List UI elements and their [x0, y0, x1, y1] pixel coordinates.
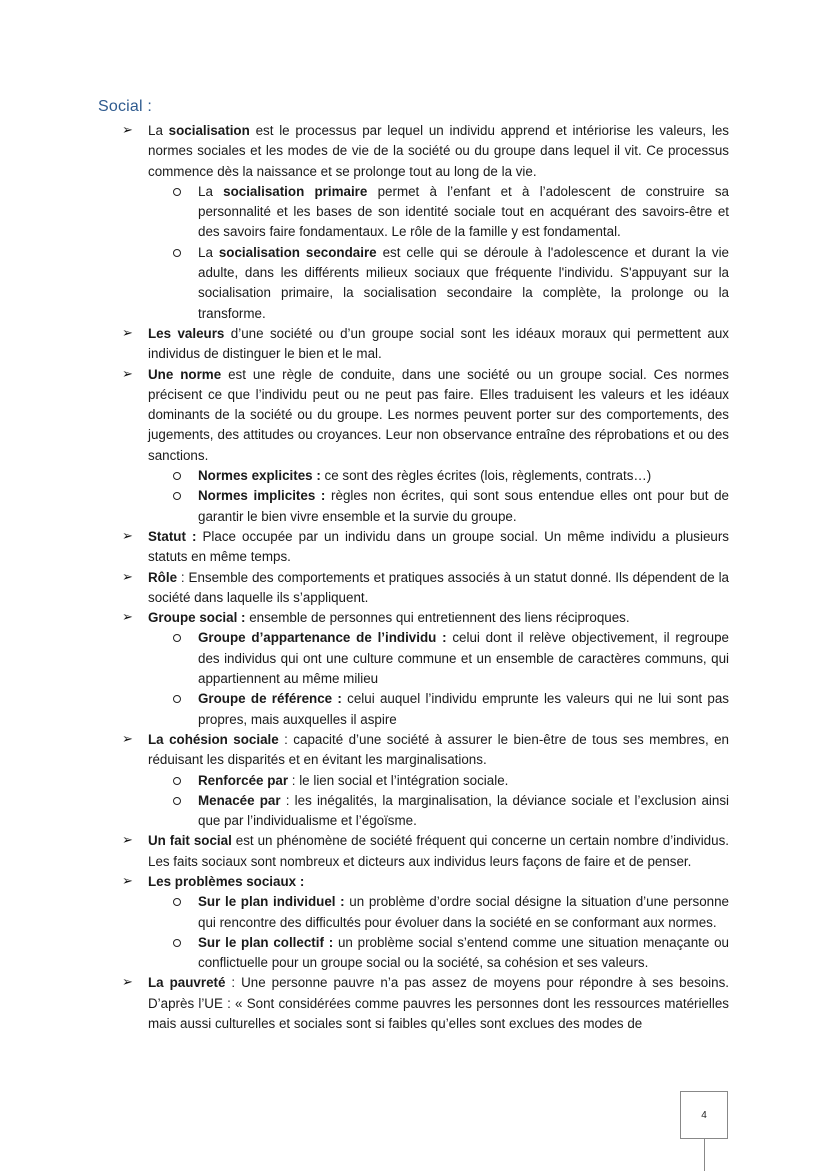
bold-term: socialisation secondaire: [218, 244, 377, 260]
item-text: Place occupée par un individu dans un groupe social. Un même individu a plusieurs statuts en même temps.: [148, 528, 729, 565]
item-text: : Une personne pauvre n’a pas assez de moyens pour répondre à ses besoins. D’après l’UE : « Sont considérées comme pauvres les personnes dont les ressources matérielles mais aussi culturelles et sociales sont si faibles qu’elles sont exclues des modes de: [148, 975, 730, 1032]
item-text: est le processus par lequel un individu apprend et intériorise les valeurs, les normes sociales et les modes de vie de la société ou du groupe dans lequel il vit. Ce processus commence dès la naissance et se prolonge tout au long de la vie.: [148, 123, 729, 179]
list-item: [122, 324, 729, 365]
bold-term: Sur le plan collectif :: [198, 934, 334, 950]
item-text: : les inégalités, la marginalisation, la déviance sociale et l’exclusion ainsi que par l’individualisme et l’égoïsme.: [198, 792, 729, 829]
item-text: est une règle de conduite, dans une société ou un groupe social. Ces normes précisent ce que l’individu peut ou ne peut pas faire. Elles traduisent les valeurs et les idéaux dominants de la société ou du groupe. Les normes peuvent porter sur des comportements, des jugements, des attitudes ou croyances. Leur non observance entraîne des réprobations et ou des sanctions.: [148, 366, 729, 463]
sub-list-item: [198, 689, 729, 730]
bold-term: Normes implicites :: [198, 488, 326, 504]
circle-bullet-icon: [173, 249, 181, 257]
list-item: [122, 831, 729, 872]
item-text: celui dont il relève objectivement, il regroupe des individus qui ont une culture commune et un ensemble de caractères communs, qui appartiennent au même milieu: [198, 630, 729, 687]
bold-term: Statut :: [148, 528, 197, 544]
arrow-bullet-icon: ➢: [122, 325, 133, 341]
arrow-bullet-icon: ➢: [122, 873, 133, 889]
bold-term: Rôle: [148, 569, 178, 585]
sub-list-item: [198, 791, 729, 832]
circle-bullet-icon: [173, 492, 181, 500]
circle-bullet-icon: [173, 777, 181, 785]
item-text: est celle qui se déroule à l'adolescence et durant la vie adulte, dans les différents milieux sociaux que fréquente l'individu. S'appuyant sur la socialisation primaire, la socialisation secondaire la complète, la prolonge ou la transforme.: [198, 244, 729, 321]
bold-term: Menacée par: [198, 792, 281, 808]
item-text: La: [198, 183, 224, 199]
bold-term: La pauvreté: [148, 975, 226, 991]
item-text: : Ensemble des comportements et pratiques associés à un statut donné. Ils dépendent de la société dans laquelle ils s’appliquent.: [148, 569, 729, 605]
circle-bullet-icon: [173, 634, 181, 642]
bold-term: Normes explicites :: [198, 468, 321, 484]
bullet-list: [0, 121, 828, 1034]
item-text: celui auquel l’individu emprunte les valeurs qui ne lui sont pas propres, mais auxquelles il aspire: [198, 691, 729, 727]
circle-bullet-icon: [173, 472, 181, 480]
list-item: [122, 121, 729, 182]
item-text: est un phénomène de société fréquent qui concerne un certain nombre d’individus. Les faits sociaux sont nombreux et dicteurs aux individus leurs façons de faire et de penser.: [148, 833, 729, 869]
circle-bullet-icon: [173, 898, 181, 906]
circle-bullet-icon: [173, 939, 181, 947]
bold-term: La cohésion sociale: [148, 731, 279, 747]
list-item: [122, 608, 729, 628]
item-text: règles non écrites, qui sont sous entendue elles ont pour but de garantir le bien vivre ensemble et la survie du groupe.: [198, 488, 730, 524]
circle-bullet-icon: [173, 797, 181, 805]
sub-list-item: [198, 933, 729, 974]
arrow-bullet-icon: ➢: [122, 366, 133, 382]
circle-bullet-icon: [173, 695, 181, 703]
bold-term: Groupe social :: [148, 610, 246, 626]
bold-term: Groupe d’appartenance de l’individu :: [198, 630, 447, 646]
list-item: [122, 365, 729, 466]
bold-term: Renforcée par: [198, 772, 289, 788]
bold-term: socialisation primaire: [223, 183, 368, 199]
arrow-bullet-icon: ➢: [122, 528, 133, 544]
sub-list-item: [198, 771, 729, 791]
arrow-bullet-icon: ➢: [122, 833, 133, 849]
page-number: 4: [680, 1091, 728, 1139]
item-text: un problème social s’entend comme une situation menaçante ou conflictuelle pour un groupe social ou la société, sa cohésion et ses valeurs.: [198, 934, 730, 971]
bold-term: Un fait social: [148, 833, 232, 849]
item-text: d’une société ou d’un groupe social sont les idéaux moraux qui permettent aux individus de distinguer le bien et le mal.: [148, 325, 729, 362]
item-text: : le lien social et l’intégration sociale.: [288, 772, 509, 788]
arrow-bullet-icon: ➢: [122, 610, 133, 626]
bold-term: socialisation: [168, 123, 250, 138]
list-item: [122, 730, 730, 771]
bold-term: Groupe de référence :: [198, 691, 342, 707]
bold-term: Les valeurs: [148, 325, 225, 341]
item-text: La: [198, 244, 219, 260]
list-item: [122, 872, 729, 892]
sub-list-item: [198, 486, 729, 527]
arrow-bullet-icon: ➢: [122, 123, 133, 138]
list-item: [122, 568, 729, 609]
bold-term: Les problèmes sociaux :: [148, 873, 305, 889]
sub-list-item: [198, 243, 729, 324]
item-text: permet à l’enfant et à l’adolescent de construire sa personnalité et les bases de son identité sociale tout en acquérant des savoirs-être et des savoirs faire fondamentaux. Le rôle de la famille y est fondamental.: [198, 183, 729, 240]
sub-list-item: [198, 628, 729, 689]
bold-term: Sur le plan individuel :: [198, 894, 345, 910]
section-heading: Social :: [98, 98, 153, 115]
page-number-line: [704, 1139, 705, 1171]
sub-list-item: [198, 892, 729, 933]
item-text: un problème d’ordre social désigne la situation d’une personne qui rencontre des difficultés pour évoluer dans la société en se conformant aux normes.: [198, 894, 729, 930]
arrow-bullet-icon: ➢: [122, 569, 133, 585]
bold-term: Une norme: [148, 366, 222, 382]
list-item: [122, 527, 729, 568]
item-text: La: [148, 123, 169, 138]
item-text: ce sont des règles écrites (lois, règlements, contrats…): [320, 468, 652, 484]
arrow-bullet-icon: ➢: [122, 975, 133, 991]
item-text: ensemble de personnes qui entretiennent des liens réciproques.: [245, 610, 630, 626]
item-text: : capacité d’une société à assurer le bien-être de tous ses membres, en réduisant les disparités et en évitant les marginalisations.: [148, 731, 730, 768]
arrow-bullet-icon: ➢: [122, 731, 133, 747]
sub-list-item: [198, 466, 729, 486]
circle-bullet-icon: [173, 188, 181, 196]
list-item: [122, 973, 730, 1034]
sub-list-item: [198, 182, 729, 243]
